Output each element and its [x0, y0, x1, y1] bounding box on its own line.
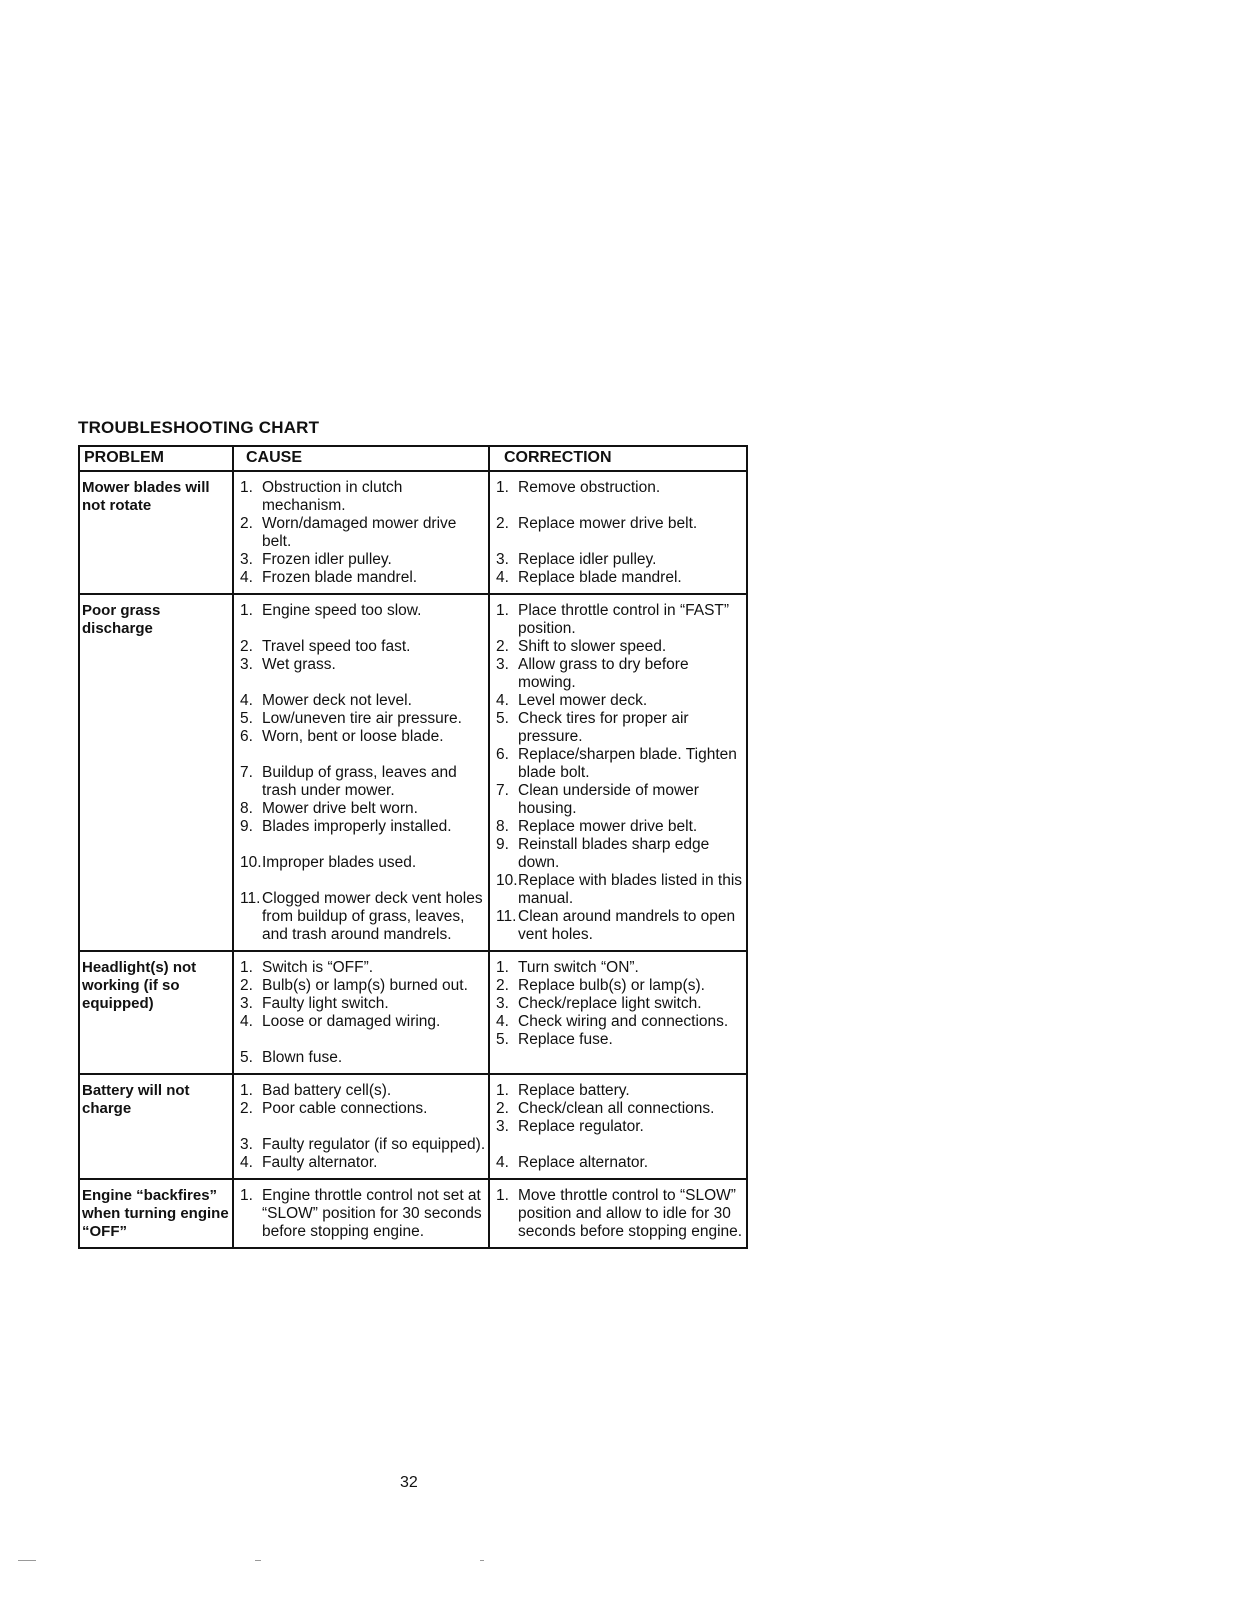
correction-item [492, 692, 744, 710]
cause-item [236, 1187, 486, 1241]
cause-item-text: Switch is “OFF”. [262, 959, 374, 976]
cause-item-text: Engine speed too slow. [262, 602, 422, 619]
cause-item-text: Worn, bent or loose blade. [262, 728, 444, 745]
correction-item [492, 746, 744, 782]
table-row [79, 1074, 747, 1179]
correction-item-text: Check/clean all connections. [518, 1100, 715, 1117]
cause-item [236, 1100, 486, 1118]
cause-item-number: 5. [240, 710, 253, 727]
cause-item-text: Frozen blade mandrel. [262, 569, 418, 586]
correction-item-number: 3. [496, 656, 509, 673]
table-row [79, 951, 747, 1074]
cause-list [236, 479, 486, 587]
cause-item-number: 9. [240, 818, 253, 835]
cause-item [236, 818, 486, 836]
cause-item-number: 7. [240, 764, 253, 781]
correction-item-text: Remove obstruction. [518, 479, 661, 496]
cause-item [236, 638, 486, 656]
cause-item-text: Buildup of grass, leaves and trash under mower. [262, 764, 457, 799]
correction-item-number: 6. [496, 746, 509, 763]
cause-item-number: 3. [240, 656, 253, 673]
cause-item-text: Engine throttle control not set at “SLOW” position for 30 seconds before stopping engine. [262, 1187, 482, 1240]
correction-item-text: Place throttle control in “FAST” position. [518, 602, 730, 637]
cause-item [236, 1049, 486, 1067]
correction-item [492, 908, 744, 944]
cause-item-text: Travel speed too fast. [262, 638, 411, 655]
cause-item-number: 5. [240, 1049, 253, 1066]
cause-item-number: 8. [240, 800, 253, 817]
correction-item-number: 5. [496, 710, 509, 727]
cause-item-text: Frozen idler pulley. [262, 551, 392, 568]
correction-item [492, 515, 744, 533]
cause-list [236, 1187, 486, 1241]
correction-item-number: 3. [496, 551, 509, 568]
correction-item-number: 4. [496, 1013, 509, 1030]
correction-item [492, 959, 744, 977]
cause-item [236, 854, 486, 872]
header-problem: PROBLEM [79, 446, 233, 471]
cause-item-text: Faulty alternator. [262, 1154, 378, 1171]
cause-item-number: 1. [240, 602, 253, 619]
chart-title: TROUBLESHOOTING CHART [78, 418, 320, 437]
cause-item-number: 1. [240, 479, 253, 496]
correction-item-number: 4. [496, 692, 509, 709]
correction-item [492, 638, 744, 656]
cause-item-text: Worn/damaged mower drive belt. [262, 515, 457, 550]
correction-list [492, 1187, 744, 1241]
cause-item-number: 3. [240, 995, 253, 1012]
cause-item-text: Bulb(s) or lamp(s) burned out. [262, 977, 468, 994]
correction-item-text: Shift to slower speed. [518, 638, 667, 655]
correction-item [492, 1154, 744, 1172]
correction-item [492, 782, 744, 818]
cause-item-number: 10. [240, 854, 262, 871]
correction-list [492, 1082, 744, 1172]
correction-item-text: Replace blade mandrel. [518, 569, 682, 586]
cause-item [236, 1136, 486, 1154]
correction-item-text: Clean underside of mower housing. [518, 782, 699, 817]
cause-item-text: Blown fuse. [262, 1049, 343, 1066]
cause-list [236, 959, 486, 1067]
cause-item [236, 764, 486, 800]
correction-item-number: 2. [496, 977, 509, 994]
correction-item-text: Replace mower drive belt. [518, 515, 698, 532]
correction-list [492, 602, 744, 944]
cause-item-text: Mower drive belt worn. [262, 800, 418, 817]
correction-item-number: 3. [496, 995, 509, 1012]
cause-item-number: 1. [240, 959, 253, 976]
correction-item [492, 872, 744, 908]
correction-item-number: 9. [496, 836, 509, 853]
correction-item-text: Replace bulb(s) or lamp(s). [518, 977, 705, 994]
correction-item-text: Replace idler pulley. [518, 551, 657, 568]
cause-item [236, 995, 486, 1013]
correction-item-text: Replace fuse. [518, 1031, 613, 1048]
cause-item-number: 4. [240, 692, 253, 709]
correction-item-text: Check tires for proper air pressure. [518, 710, 689, 745]
cause-cell [233, 1179, 489, 1248]
cause-cell [233, 471, 489, 594]
cause-item-text: Wet grass. [262, 656, 336, 673]
cause-item [236, 1013, 486, 1031]
correction-item [492, 656, 744, 692]
correction-item-text: Check wiring and connections. [518, 1013, 729, 1030]
correction-item-text: Reinstall blades sharp edge down. [518, 836, 710, 871]
cause-item-number: 3. [240, 1136, 253, 1153]
correction-item [492, 977, 744, 995]
cause-item-number: 1. [240, 1187, 253, 1204]
cause-item [236, 569, 486, 587]
correction-item-text: Level mower deck. [518, 692, 648, 709]
cause-item-text: Improper blades used. [262, 854, 417, 871]
problem-cell: Headlight(s) not working (if so equipped) [79, 951, 233, 1074]
correction-item-number: 11. [496, 908, 517, 925]
cause-item [236, 1082, 486, 1100]
table-row [79, 594, 747, 951]
cause-item [236, 515, 486, 551]
problem-cell: Engine “backfires” when turning engine “OFF” [79, 1179, 233, 1248]
troubleshooting-table [78, 445, 748, 1249]
scan-artifact [480, 1560, 484, 1561]
correction-item-text: Replace/sharpen blade. Tighten blade bolt. [518, 746, 737, 781]
cause-list [236, 602, 486, 944]
cause-list [236, 1082, 486, 1172]
correction-item-number: 1. [496, 1082, 509, 1099]
correction-item-text: Replace battery. [518, 1082, 630, 1099]
correction-cell [489, 951, 747, 1074]
cause-cell [233, 1074, 489, 1179]
cause-item-text: Low/uneven tire air pressure. [262, 710, 462, 727]
correction-item-text: Replace mower drive belt. [518, 818, 698, 835]
cause-item-number: 11. [240, 890, 261, 907]
cause-item-number: 2. [240, 977, 253, 994]
cause-item-text: Loose or damaged wiring. [262, 1013, 441, 1030]
correction-list [492, 479, 744, 587]
cause-item-text: Faulty light switch. [262, 995, 389, 1012]
problem-cell: Mower blades will not rotate [79, 471, 233, 594]
cause-cell [233, 951, 489, 1074]
correction-item-text: Replace with blades listed in this manual. [518, 872, 743, 907]
cause-item-number: 2. [240, 515, 253, 532]
correction-item [492, 1187, 744, 1241]
correction-list [492, 959, 744, 1049]
cause-item-text: Blades improperly installed. [262, 818, 452, 835]
cause-item [236, 551, 486, 569]
correction-item [492, 995, 744, 1013]
cause-item-number: 4. [240, 1013, 253, 1030]
cause-item [236, 1154, 486, 1172]
correction-item-text: Move throttle control to “SLOW” position and allow to idle for 30 seconds before stopping engine. [518, 1187, 743, 1240]
cause-item-text: Bad battery cell(s). [262, 1082, 392, 1099]
correction-item-text: Check/replace light switch. [518, 995, 702, 1012]
correction-item [492, 569, 744, 587]
correction-item-number: 1. [496, 959, 509, 976]
table-row [79, 1179, 747, 1248]
correction-item [492, 836, 744, 872]
correction-cell [489, 1074, 747, 1179]
cause-item-text: Clogged mower deck vent holes from buildup of grass, leaves, and trash around mandrels. [262, 890, 483, 943]
correction-item-number: 1. [496, 1187, 509, 1204]
table-row [79, 471, 747, 594]
correction-item-number: 5. [496, 1031, 509, 1048]
correction-item [492, 551, 744, 569]
correction-item-text: Allow grass to dry before mowing. [518, 656, 689, 691]
cause-item-number: 3. [240, 551, 253, 568]
cause-item-number: 4. [240, 1154, 253, 1171]
cause-item [236, 479, 486, 515]
cause-item-number: 2. [240, 638, 253, 655]
correction-item-text: Replace regulator. [518, 1118, 644, 1135]
cause-item-text: Obstruction in clutch mechanism. [262, 479, 403, 514]
correction-item-text: Replace alternator. [518, 1154, 649, 1171]
correction-item [492, 479, 744, 497]
correction-item [492, 1082, 744, 1100]
correction-cell [489, 471, 747, 594]
cause-item-text: Poor cable connections. [262, 1100, 428, 1117]
cause-item [236, 728, 486, 746]
correction-item-number: 2. [496, 1100, 509, 1117]
header-cause: CAUSE [233, 446, 489, 471]
correction-item [492, 818, 744, 836]
cause-item [236, 692, 486, 710]
page-number: 32 [400, 1474, 418, 1491]
header-correction: CORRECTION [489, 446, 747, 471]
correction-item-number: 8. [496, 818, 509, 835]
cause-item-number: 4. [240, 569, 253, 586]
correction-item-number: 3. [496, 1118, 509, 1135]
table-body [79, 471, 747, 1248]
cause-item-text: Mower deck not level. [262, 692, 412, 709]
correction-item [492, 1031, 744, 1049]
correction-item-number: 4. [496, 569, 509, 586]
cause-item-number: 6. [240, 728, 253, 745]
problem-cell: Battery will not charge [79, 1074, 233, 1179]
correction-item-number: 10. [496, 872, 518, 889]
correction-item [492, 710, 744, 746]
cause-item-number: 2. [240, 1100, 253, 1117]
correction-item-number: 2. [496, 515, 509, 532]
cause-item [236, 800, 486, 818]
scan-artifact [255, 1560, 261, 1561]
cause-item [236, 602, 486, 620]
correction-item-number: 1. [496, 602, 509, 619]
header-row [79, 446, 747, 471]
cause-item-number: 1. [240, 1082, 253, 1099]
cause-item [236, 890, 486, 944]
cause-cell [233, 594, 489, 951]
correction-item [492, 1013, 744, 1031]
correction-cell [489, 1179, 747, 1248]
cause-item [236, 959, 486, 977]
correction-item [492, 1118, 744, 1136]
correction-item-text: Turn switch “ON”. [518, 959, 639, 976]
correction-item-text: Clean around mandrels to open vent holes. [518, 908, 736, 943]
cause-item [236, 656, 486, 674]
scan-artifact [18, 1560, 36, 1561]
cause-item [236, 977, 486, 995]
correction-item [492, 602, 744, 638]
cause-item-text: Faulty regulator (if so equipped). [262, 1136, 486, 1153]
correction-item [492, 1100, 744, 1118]
correction-item-number: 7. [496, 782, 509, 799]
cause-item [236, 710, 486, 728]
correction-cell [489, 594, 747, 951]
correction-item-number: 4. [496, 1154, 509, 1171]
correction-item-number: 1. [496, 479, 509, 496]
problem-cell: Poor grass discharge [79, 594, 233, 951]
correction-item-number: 2. [496, 638, 509, 655]
